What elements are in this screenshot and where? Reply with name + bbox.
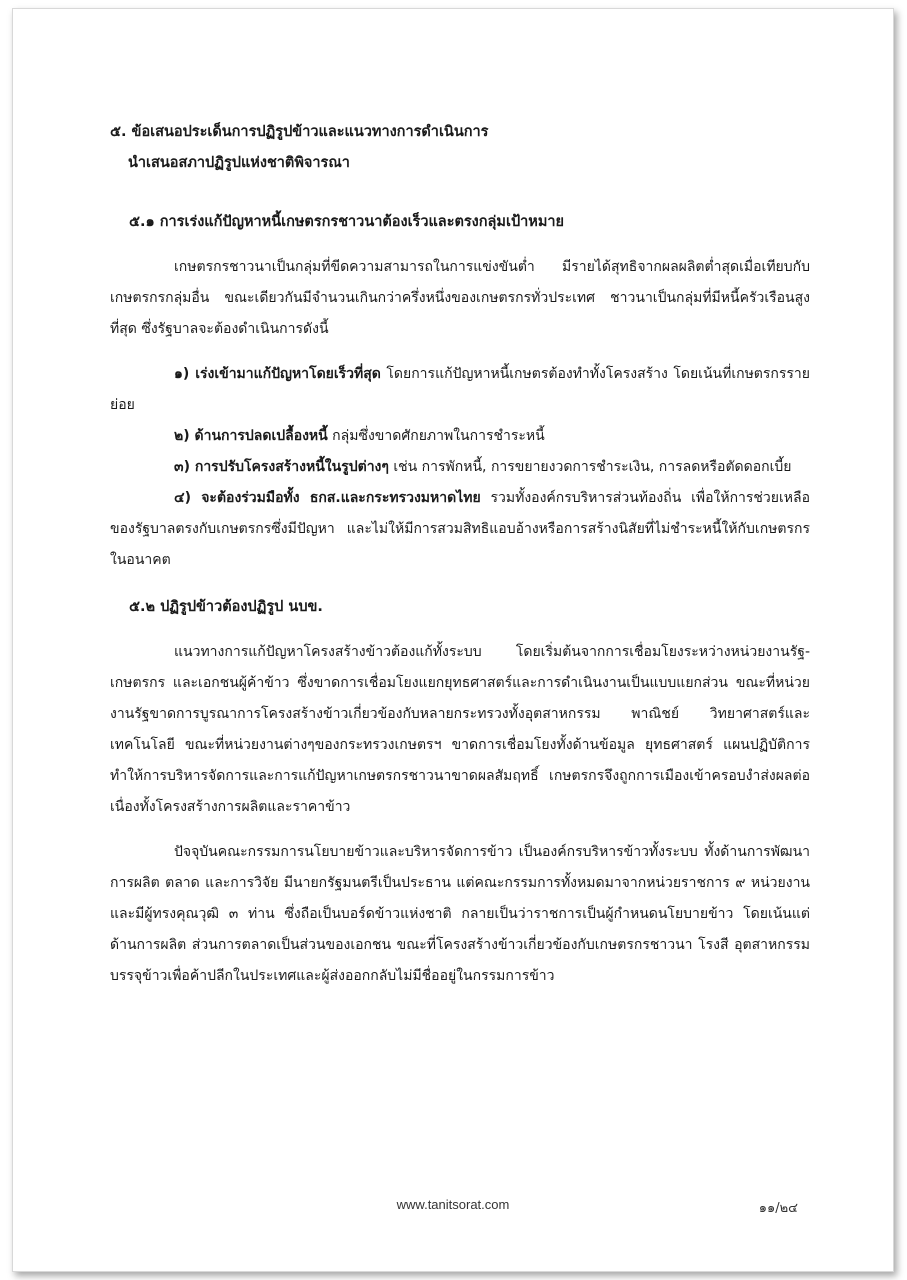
section-5-1-intro: เกษตรกรชาวนาเป็นกลุ่มที่ขีดความสามารถในการแข่งขันต่ำ มีรายได้สุทธิจากผลผลิตต่ำสุดเมื่อเทียบกับเกษตรกรกลุ่มอื่น ขณะเดียวกันมีจำนวนเกินกว่าครึ่งหนึ่งของเกษตรกรทั่วประเทศ ชาวนาเป็นกลุ่มที่มีหนี้ครัวเรือนสูงที่สุด ซึ่งรัฐบาลจะต้องดำเนินการดังนี้ (110, 259, 810, 337)
list-item-2 (110, 421, 810, 452)
document-page (12, 8, 894, 1272)
section-5-2-heading: ๕.๒ ปฏิรูปข้าวต้องปฏิรูป นบข. (129, 599, 323, 615)
list-item-4-text: รวมทั้งองค์กรบริหารส่วนท้องถิ่น เพื่อให้การช่วยเหลือของรัฐบาลตรงกับเกษตรกรซึ่งมีปัญหา และไม่ให้มีการสวมสิทธิแอบอ้างหรือการสร้างนิสัยที่ไม่ชำระหนี้ให้กับเกษตรกรในอนาคต (110, 490, 811, 568)
list-item-3-text: เช่น การพักหนี้, การขยายงวดการชำระเงิน, การลดหรือตัดดอกเบี้ย (388, 459, 792, 475)
list-item-4-bold: ๔) จะต้องร่วมมือทั้ง ธกส.และกระทรวงมหาดไทย (174, 490, 481, 506)
section-5-2-paragraph-1: แนวทางการแก้ปัญหาโครงสร้างข้าวต้องแก้ทั้งระบบ โดยเริ่มต้นจากการเชื่อมโยงระหว่างหน่วยงานรัฐ-เกษตรกร และเอกชนผู้ค้าข้าว ซึ่งขาดการเชื่อมโยงแยกยุทธศาสตร์และการดำเนินงานเป็นแบบแยกส่วน ขณะที่หน่วยงานรัฐขาดการบูรณาการโครงสร้างข้าวเกี่ยวข้องกับหลายกระทรวงทั้งอุตสาหกรรม พาณิชย์ วิทยาศาสตร์และเทคโนโลยี ขณะที่หน่วยงานต่างๆของกระทรวงเกษตรฯ ขาดการเชื่อมโยงทั้งด้านข้อมูล ยุทธศาสตร์ แผนปฏิบัติการ ทำให้การบริหารจัดการและการแก้ปัญหาเกษตรกรชาวนาขาดผลสัมฤทธิ์ เกษตรกรจึงถูกการเมืองเข้าครอบงำส่งผลต่อเนื่องทั้งโครงสร้างการผลิตและราคาข้าว (110, 644, 810, 815)
section-5-heading (110, 117, 810, 179)
list-item-3 (110, 452, 810, 483)
section-5-title-line1: ๕. ข้อเสนอประเด็นการปฏิรูปข้าวและแนวทางการดำเนินการ (110, 124, 489, 140)
list-item-2-bold: ๒) ด้านการปลดเปลื้องหนี้ (174, 428, 328, 444)
footer-website: www.tanitsorat.com (396, 1197, 510, 1212)
section-5-2-paragraph-2: ปัจจุบันคณะกรรมการนโยบายข้าวและบริหารจัดการข้าว เป็นองค์กรบริหารข้าวทั้งระบบ ทั้งด้านการพัฒนา การผลิต ตลาด และการวิจัย มีนายกรัฐมนตรีเป็นประธาน แต่คณะกรรมการทั้งหมดมาจากหน่วยราชการ ๙ หน่วยงาน และมีผู้ทรงคุณวุฒิ ๓ ท่าน ซึ่งถือเป็นบอร์ดข้าวแห่งชาติ กลายเป็นว่าราชการเป็นผู้กำหนดนโยบายข้าว โดยเน้นแต่ด้านการผลิต ส่วนการตลาดเป็นส่วนของเอกชน ขณะที่โครงสร้างข้าวเกี่ยวข้องกับเกษตรกรชาวนา โรงสี อุตสาหกรรมบรรจุข้าวเพื่อค้าปลีกในประเทศและผู้ส่งออกกลับไม่มีชื่ออยู่ในกรรมการข้าว (110, 844, 810, 984)
section-5-title-line2: นำเสนอสภาปฏิรูปแห่งชาติพิจารณา (128, 155, 350, 171)
list-item-1-text: โดยการแก้ปัญหาหนี้เกษตรต้องทำทั้งโครงสร้าง โดยเน้นที่เกษตรกรรายย่อย (110, 366, 810, 413)
list-item-4 (110, 483, 810, 576)
list-item-1 (110, 359, 810, 421)
section-5-1-heading: ๕.๑ การเร่งแก้ปัญหาหนี้เกษตรกรชาวนาต้องเร็วและตรงกลุ่มเป้าหมาย (129, 214, 565, 230)
page-content (110, 117, 810, 992)
list-item-1-bold: ๑) เร่งเข้ามาแก้ปัญหาโดยเร็วที่สุด (174, 366, 381, 382)
list-item-3-bold: ๓) การปรับโครงสร้างหนี้ในรูปต่างๆ (174, 459, 389, 475)
list-item-2-text: กลุ่มซึ่งขาดศักยภาพในการชำระหนี้ (327, 428, 545, 444)
page-number: ๑๑/๒๔ (758, 1201, 798, 1216)
